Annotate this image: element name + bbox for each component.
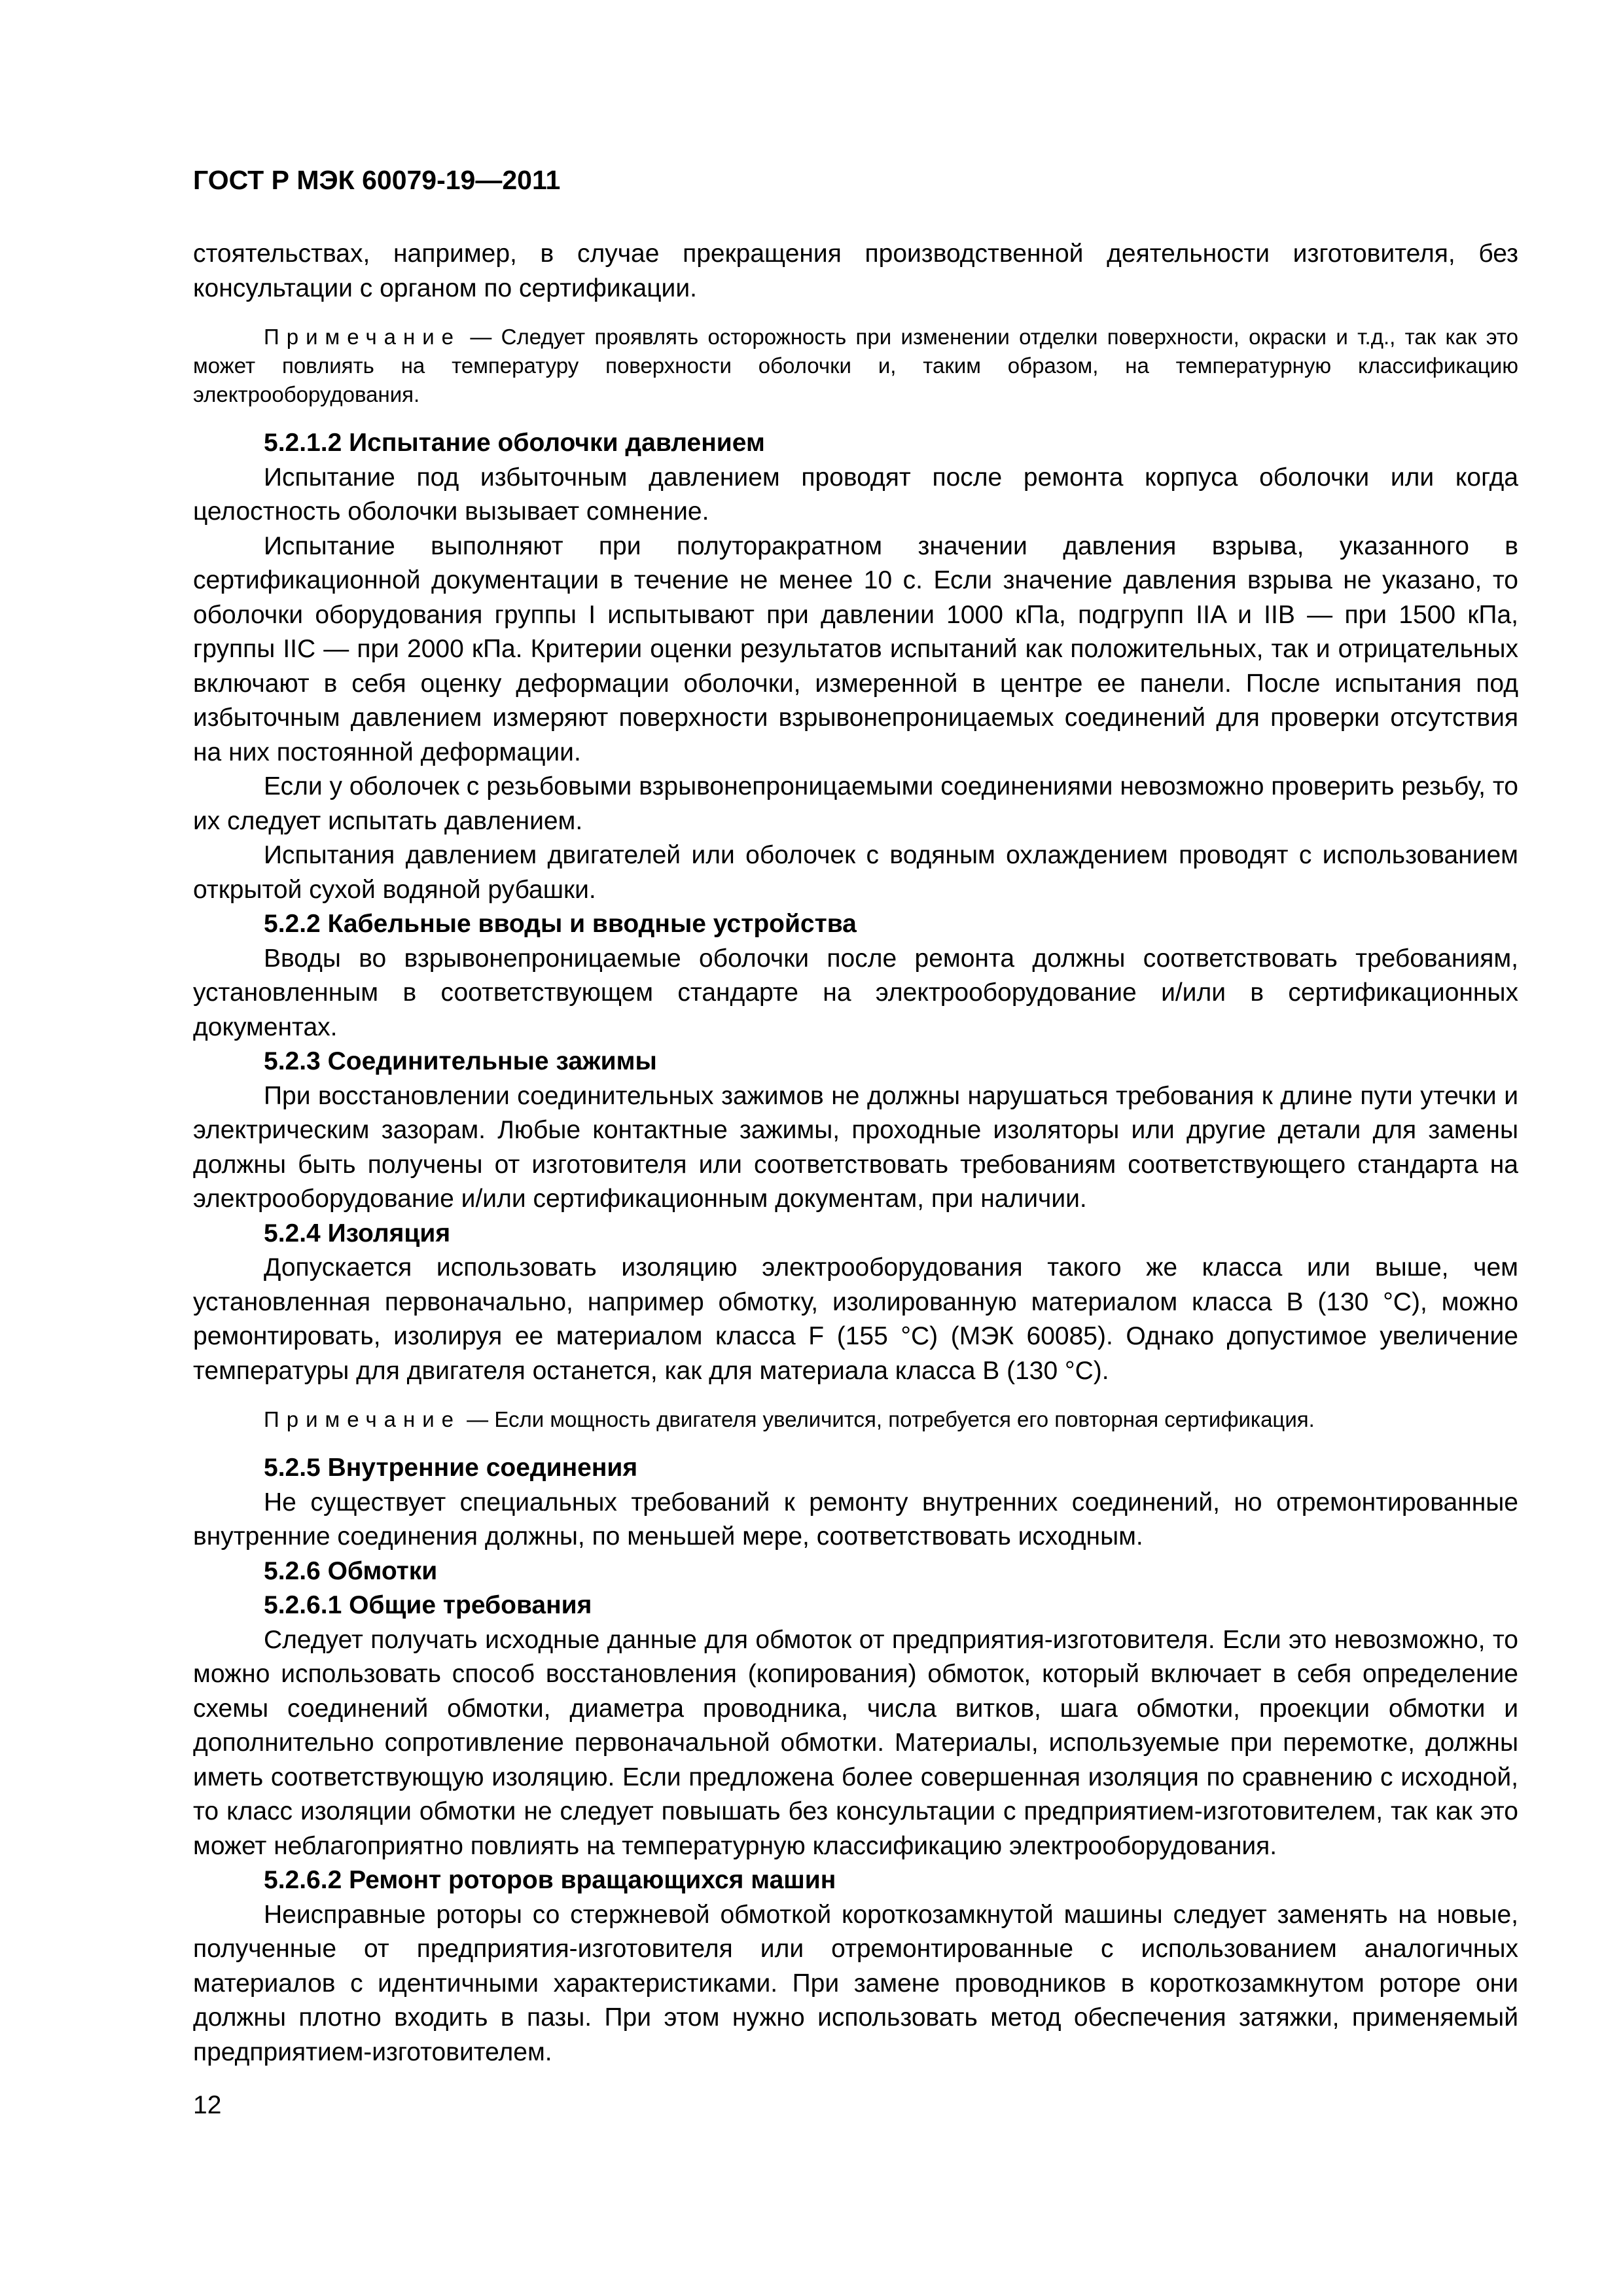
paragraph-5-2-6-2: Неисправные роторы со стержневой обмоткой короткозамкнутой машины следует заменять на новые, полученные от предприятия-изготовителя или отремонтированные с использованием аналогичных материалов с идентичными характеристиками. При замене проводников в короткозамкнутом роторе они должны плотно входить в пазы. При этом нужно использовать метод обеспечения затяжки, применяемый предприятием-изготовителем. [193,1900,1518,2066]
paragraph-5-2-1-2-b: Испытание выполняют при полуторакратном значении давления взрыва, указанного в сертификационной документации в течение не менее 10 с. Если значение давления взрыва не указано, то оболочки оборудования группы I испытывают при давлении 1000 кПа, подгрупп IIA и IIB — при 1500 кПа, группы IIC — при 2000 кПа. Критерии оценки результатов испытаний как положительных, так и отрицательных включают в себя оценку деформации оболочки, измеренной в центре ее панели. После испытания под избыточным давлением измеряют поверхности взрывонепроницаемых соединений для проверки отсутствия на них постоянной деформации. [193,531,1518,766]
heading-5-2-2: 5.2.2 Кабельные вводы и вводные устройства [264,910,857,938]
page-number: 12 [193,2091,222,2119]
paragraph-5-2-6-1: Следует получать исходные данные для обмоток от предприятия-изготовителя. Если это невозможно, то можно использовать способ восстановления (копирования) обмоток, который включает в себя определение схемы соединений обмотки, диаметра проводника, числа витков, шага обмотки, проекции обмотки и дополнительно сопротивление первоначальной обмотки. Материалы, используемые при перемотке, должны иметь соответствующую изоляцию. Если предложена более совершенная изоляция по сравнению с исходной, то класс изоляции обмотки не следует повышать без консультации с предприятием-изготовителем, так как это может неблагоприятно повлиять на температурную классификацию электрооборудования. [193,1625,1518,1860]
note-1-text: — Следует проявлять осторожность при изменении отделки поверхности, окраски и т.д., так как это может повлиять на температуру поверхности оболочки и, таким образом, на температурную классификацию электрооборудования. [193,325,1518,406]
paragraph-5-2-1-2-a: Испытание под избыточным давлением проводят после ремонта корпуса оболочки или когда целостность оболочки вызывает сомнение. [193,463,1518,526]
heading-5-2-4: 5.2.4 Изоляция [264,1219,451,1247]
note-1 [193,323,1518,409]
heading-5-2-6-2: 5.2.6.2 Ремонт роторов вращающихся машин [264,1866,836,1894]
paragraph-5-2-5: Не существует специальных требований к ремонту внутренних соединений, но отремонтированные внутренние соединения должны, по меньшей мере, соответствовать исходным. [193,1488,1518,1551]
heading-5-2-6-1: 5.2.6.1 Общие требования [264,1591,592,1619]
note-2 [193,1405,1518,1434]
paragraph-5-2-2: Вводы во взрывонепроницаемые оболочки после ремонта должны соответствовать требованиям, установленным в соответствующем стандарте на электрооборудование и/или в сертификационных документах. [193,944,1518,1041]
heading-5-2-6: 5.2.6 Обмотки [264,1556,438,1585]
note-2-label: Примечание [264,1407,461,1431]
paragraph-5-2-1-2-d: Испытания давлением двигателей или оболочек с водяным охлаждением проводят с использованием открытой сухой водяной рубашки. [193,841,1518,904]
heading-5-2-3: 5.2.3 Соединительные зажимы [264,1047,657,1075]
paragraph-5-2-3: При восстановлении соединительных зажимов не должны нарушаться требования к длине пути утечки и электрическим зазорам. Любые контактные зажимы, проходные изоляторы или другие детали для замены должны быть получены от изготовителя или соответствовать требованиям соответствующего стандарта на электрооборудование и/или сертификационным документам, при наличии. [193,1081,1518,1213]
paragraph-5-2-1-2-c: Если у оболочек с резьбовыми взрывонепроницаемыми соединениями невозможно проверить резьбу, то их следует испытать давлением. [193,772,1518,835]
heading-5-2-5: 5.2.5 Внутренние соединения [264,1454,638,1482]
note-2-text: — Если мощность двигателя увеличится, потребуется его повторная сертификация. [461,1407,1315,1431]
document-body [193,237,1518,2070]
heading-5-2-1-2: 5.2.1.2 Испытание оболочки давлением [264,429,765,457]
paragraph-5-2-4: Допускается использовать изоляцию электрооборудования такого же класса или выше, чем установленная первоначально, например обмотку, изолированную материалом класса В (130 °С), можно ремонтировать, изолируя ее материалом класса F (155 °С) (МЭК 60085). Однако допустимое увеличение температуры для двигателя останется, как для материала класса В (130 °С). [193,1253,1518,1385]
document-header: ГОСТ Р МЭК 60079-19—2011 [193,165,561,195]
paragraph-continued: стоятельствах, например, в случае прекращения производственной деятельности изготовителя, без консультации с органом по сертификации. [193,240,1518,302]
note-1-label: Примечание [264,325,461,349]
